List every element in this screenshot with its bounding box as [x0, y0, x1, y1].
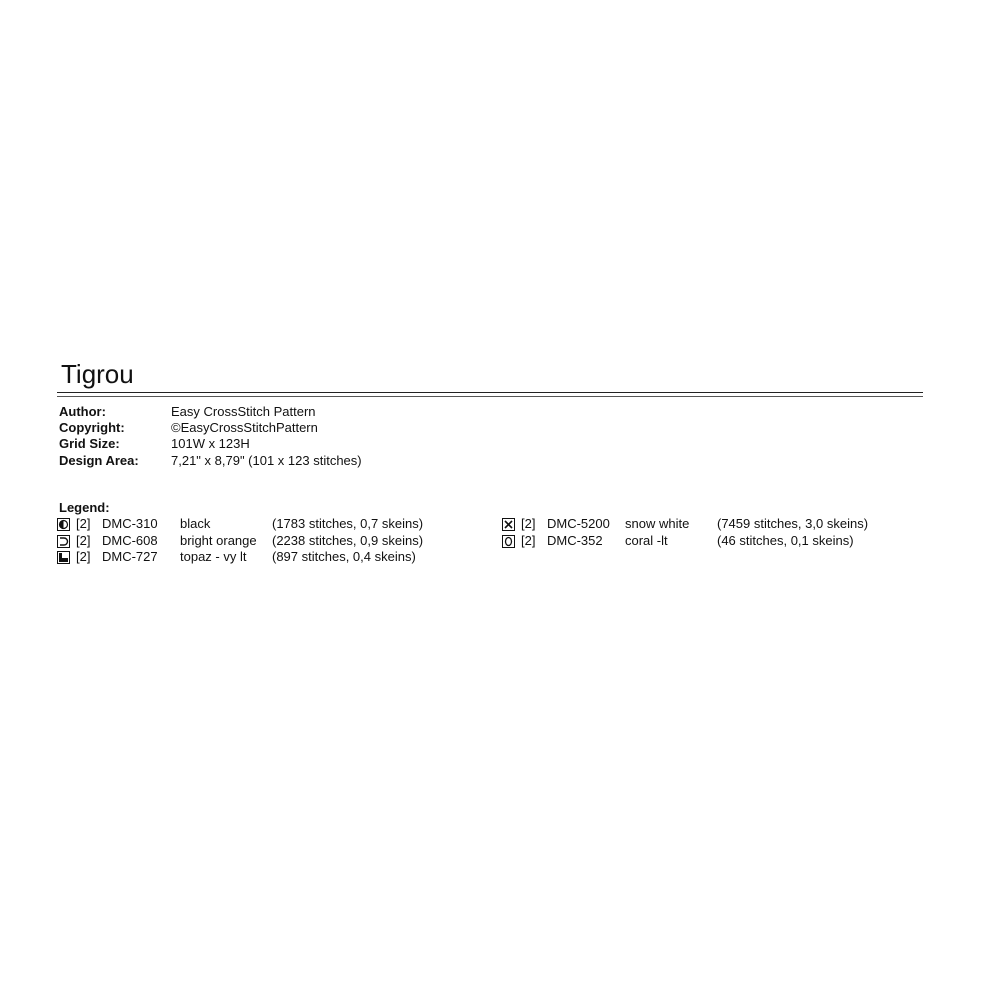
grid-size-value: 101W x 123H: [171, 436, 250, 452]
author-value: Easy CrossStitch Pattern: [171, 404, 316, 419]
x-mark-icon: [502, 518, 515, 531]
legend-color-name: bright orange: [180, 532, 257, 548]
title-rule-thin: [57, 396, 923, 397]
legend-count: (46 stitches, 0,1 skeins): [717, 532, 854, 548]
legend-count: (7459 stitches, 3,0 skeins): [717, 516, 869, 531]
copyright-value: ©EasyCrossStitchPattern: [171, 420, 318, 436]
legend-color-name: topaz - vy lt: [180, 549, 247, 564]
design-area-label: Design Area:: [59, 452, 139, 468]
title-rule: [57, 392, 923, 393]
reverse-c-icon: [57, 535, 70, 548]
legend-strands: [2]: [76, 516, 91, 531]
filled-corner-block-icon: [57, 551, 70, 564]
legend-color-name: coral -lt: [625, 532, 668, 548]
legend-code: DMC-310: [102, 516, 158, 531]
half-filled-circle-icon: [57, 518, 70, 531]
legend-strands: [2]: [76, 549, 91, 564]
legend-color-name: snow white: [625, 516, 690, 531]
legend-code: DMC-727: [102, 549, 158, 564]
pattern-title: Tigrou: [61, 359, 134, 389]
legend-color-name: black: [180, 516, 211, 531]
legend-count: (2238 stitches, 0,9 skeins): [272, 532, 424, 548]
legend-heading: Legend:: [59, 500, 110, 515]
grid-size-label: Grid Size:: [59, 436, 120, 452]
legend-code: DMC-352: [547, 532, 603, 548]
design-area-value: 7,21" x 8,79" (101 x 123 stitches): [171, 452, 362, 468]
legend-count: (897 stitches, 0,4 skeins): [272, 549, 416, 564]
legend-strands: [2]: [521, 532, 536, 548]
author-label: Author:: [59, 404, 106, 419]
legend-strands: [2]: [76, 532, 91, 548]
copyright-label: Copyright:: [59, 420, 125, 436]
legend-strands: [2]: [521, 516, 536, 531]
legend-code: DMC-608: [102, 532, 158, 548]
letter-o-icon: [502, 535, 515, 548]
legend-count: (1783 stitches, 0,7 skeins): [272, 516, 424, 531]
legend-code: DMC-5200: [547, 516, 610, 531]
